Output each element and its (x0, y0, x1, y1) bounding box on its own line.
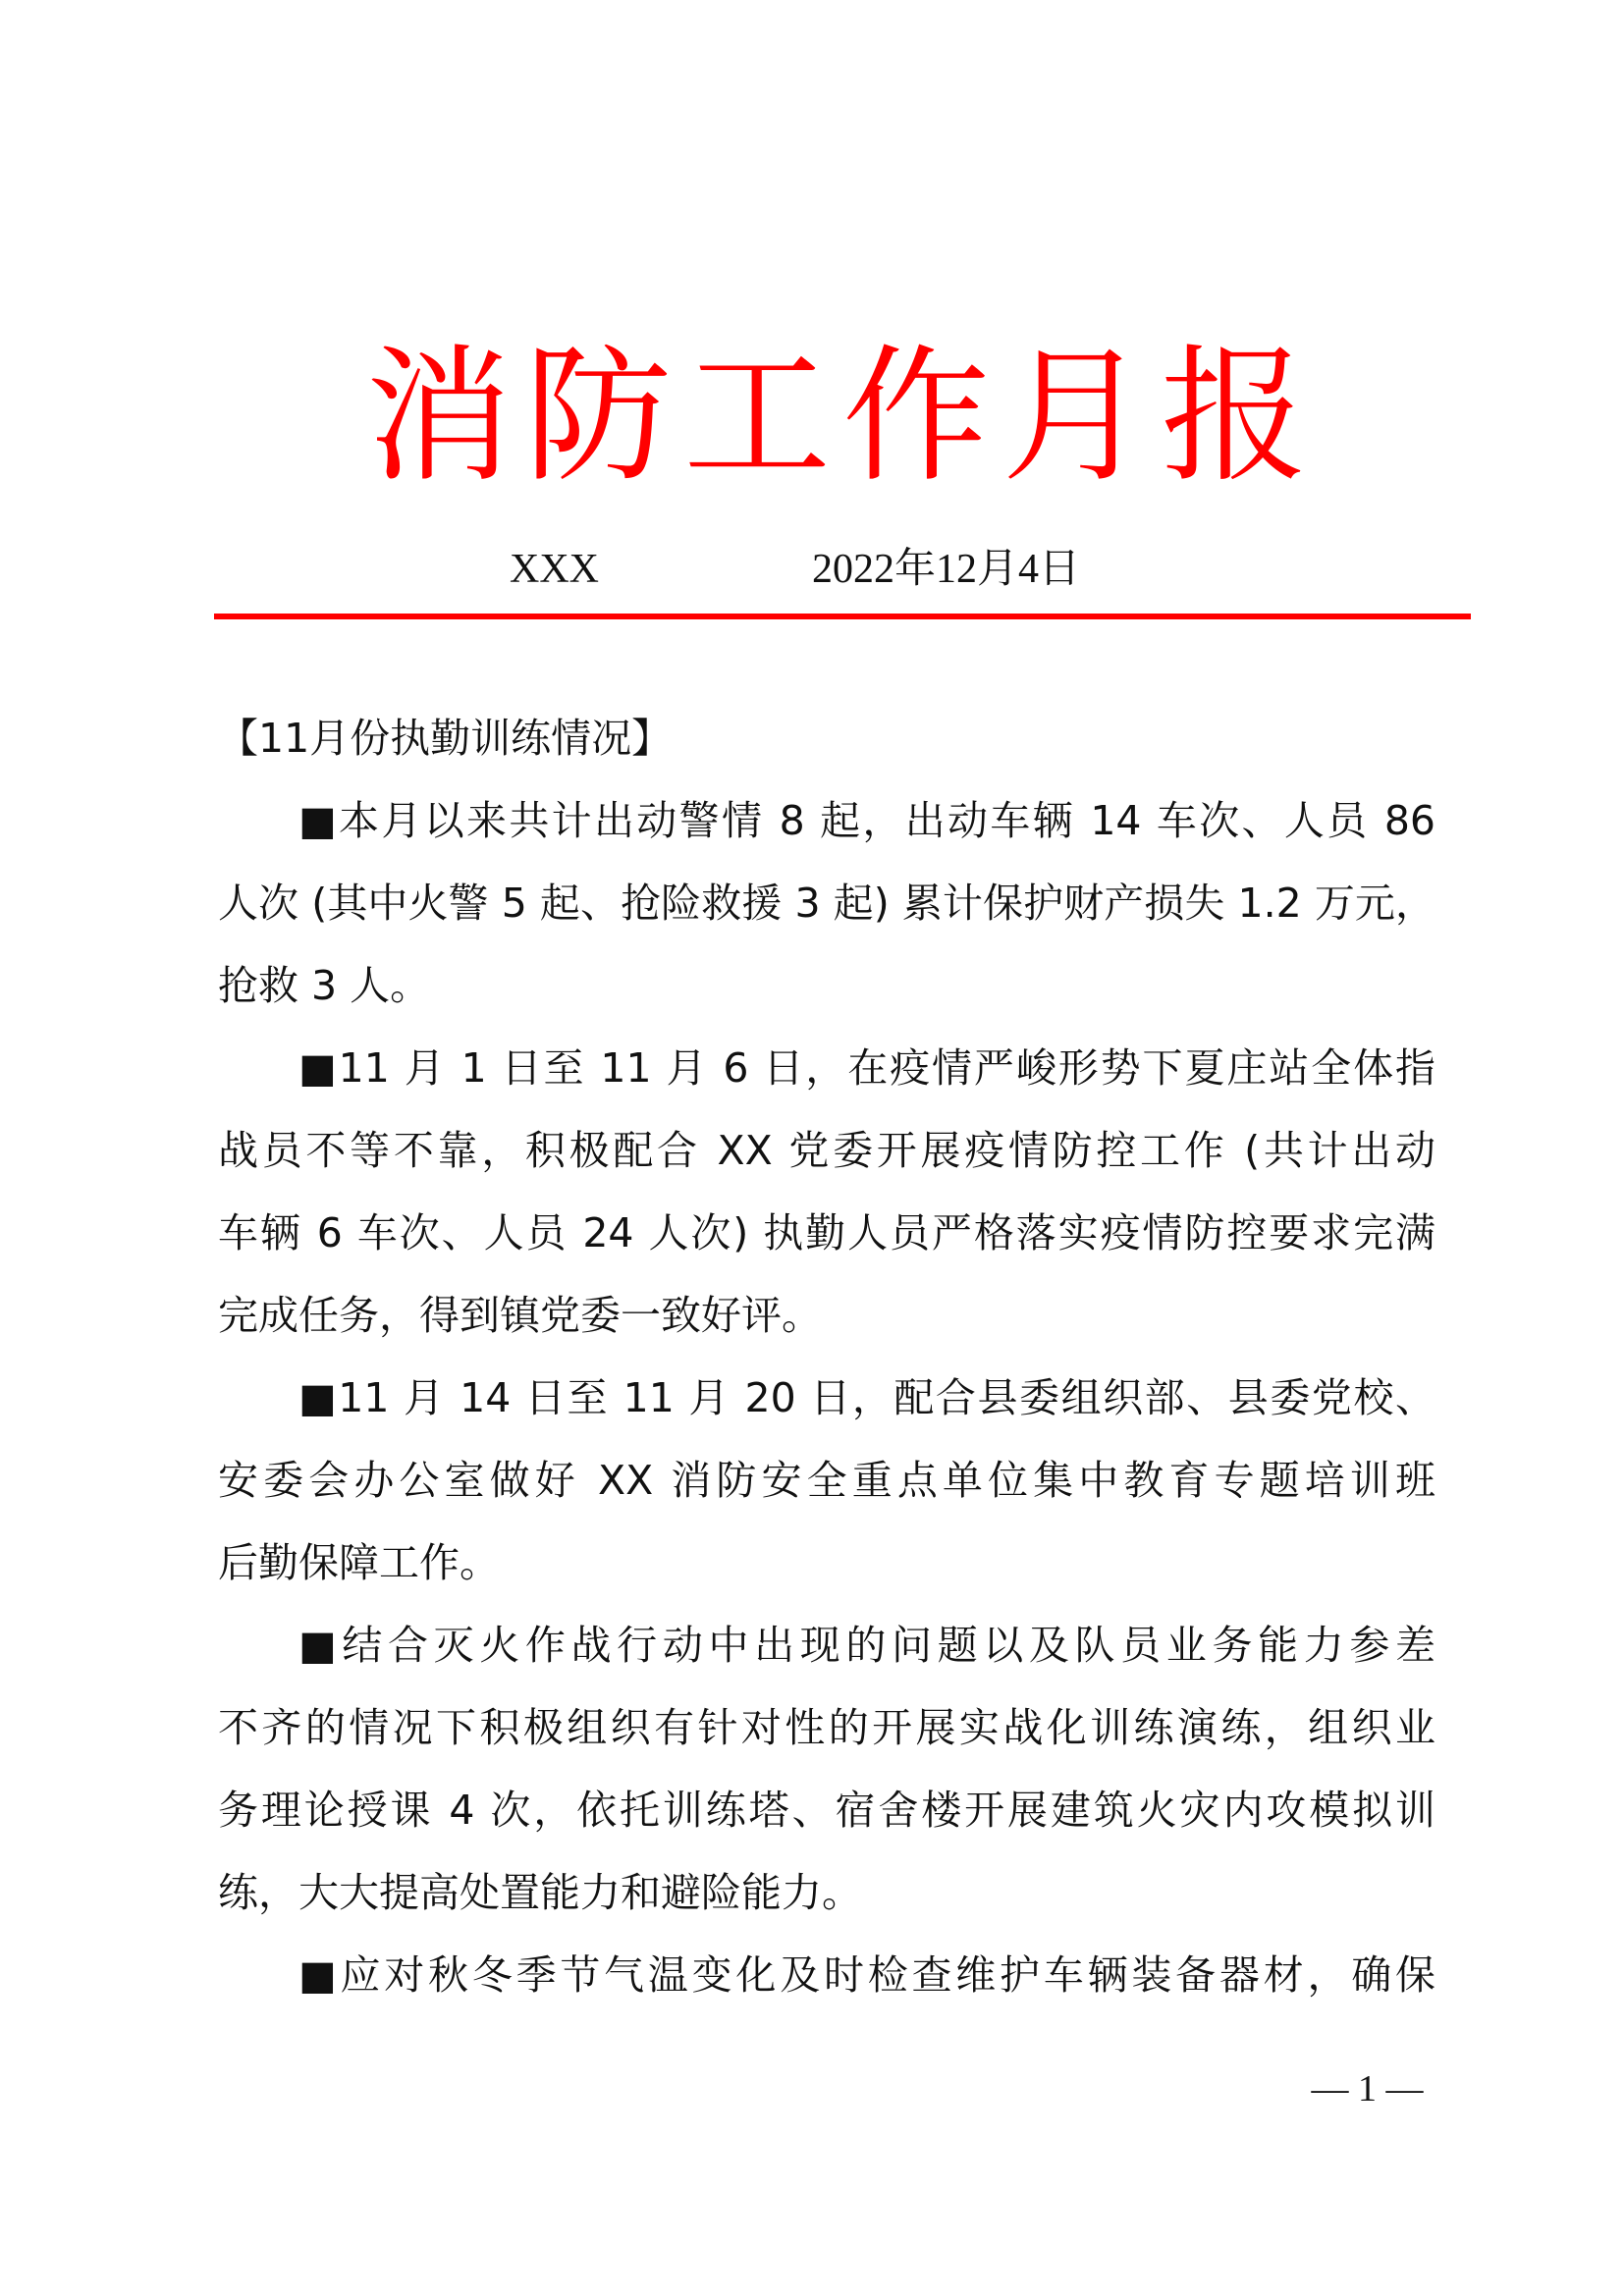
paragraph-line: 人次 (其中火警 5 起、抢险救援 3 起) 累计保护财产损失 1.2 万元， (218, 880, 1435, 927)
paragraph-line: 战员不等不靠，积极配合 XX 党委开展疫情防控工作 (共计出动 (218, 1127, 1435, 1174)
report-title: 消防工作月报 (364, 332, 1320, 503)
paragraph-line: ■结合灭火作战行动中出现的问题以及队员业务能力参差 (298, 1622, 1435, 1669)
issue-date: 2022年12月4日 (812, 547, 1081, 592)
paragraph-line: ■11 月 1 日至 11 月 6 日，在疫情严峻形势下夏庄站全体指 (298, 1044, 1435, 1092)
paragraph-line: 练，大大提高处置能力和避险能力。 (218, 1869, 862, 1916)
section-heading: 【11月份执勤训练情况】 (218, 715, 673, 762)
paragraph-line: 安委会办公室做好 XX 消防安全重点单位集中教育专题培训班 (218, 1457, 1435, 1504)
paragraph-line: 不齐的情况下积极组织有针对性的开展实战化训练演练，组织业 (218, 1704, 1435, 1751)
paragraph-line: 车辆 6 车次、人员 24 人次) 执勤人员严格落实疫情防控要求完满 (218, 1209, 1435, 1256)
paragraph-line: ■本月以来共计出动警情 8 起，出动车辆 14 车次、人员 86 (298, 797, 1435, 844)
paragraph-line: 完成任务，得到镇党委一致好评。 (218, 1292, 822, 1339)
paragraph-line: ■11 月 14 日至 11 月 20 日，配合县委组织部、县委党校、 (298, 1374, 1435, 1421)
issuer: XXX (510, 547, 599, 592)
paragraph-line: 后勤保障工作。 (218, 1539, 500, 1586)
paragraph-line: ■应对秋冬季节气温变化及时检查维护车辆装备器材，确保 (298, 1951, 1435, 1999)
paragraph-line: 抢救 3 人。 (218, 962, 431, 1009)
paragraph-line: 务理论授课 4 次，依托训练塔、宿舍楼开展建筑火灾内攻模拟训 (218, 1787, 1435, 1834)
page-number: — 1 — (1311, 2068, 1424, 2109)
red-divider (214, 614, 1471, 619)
